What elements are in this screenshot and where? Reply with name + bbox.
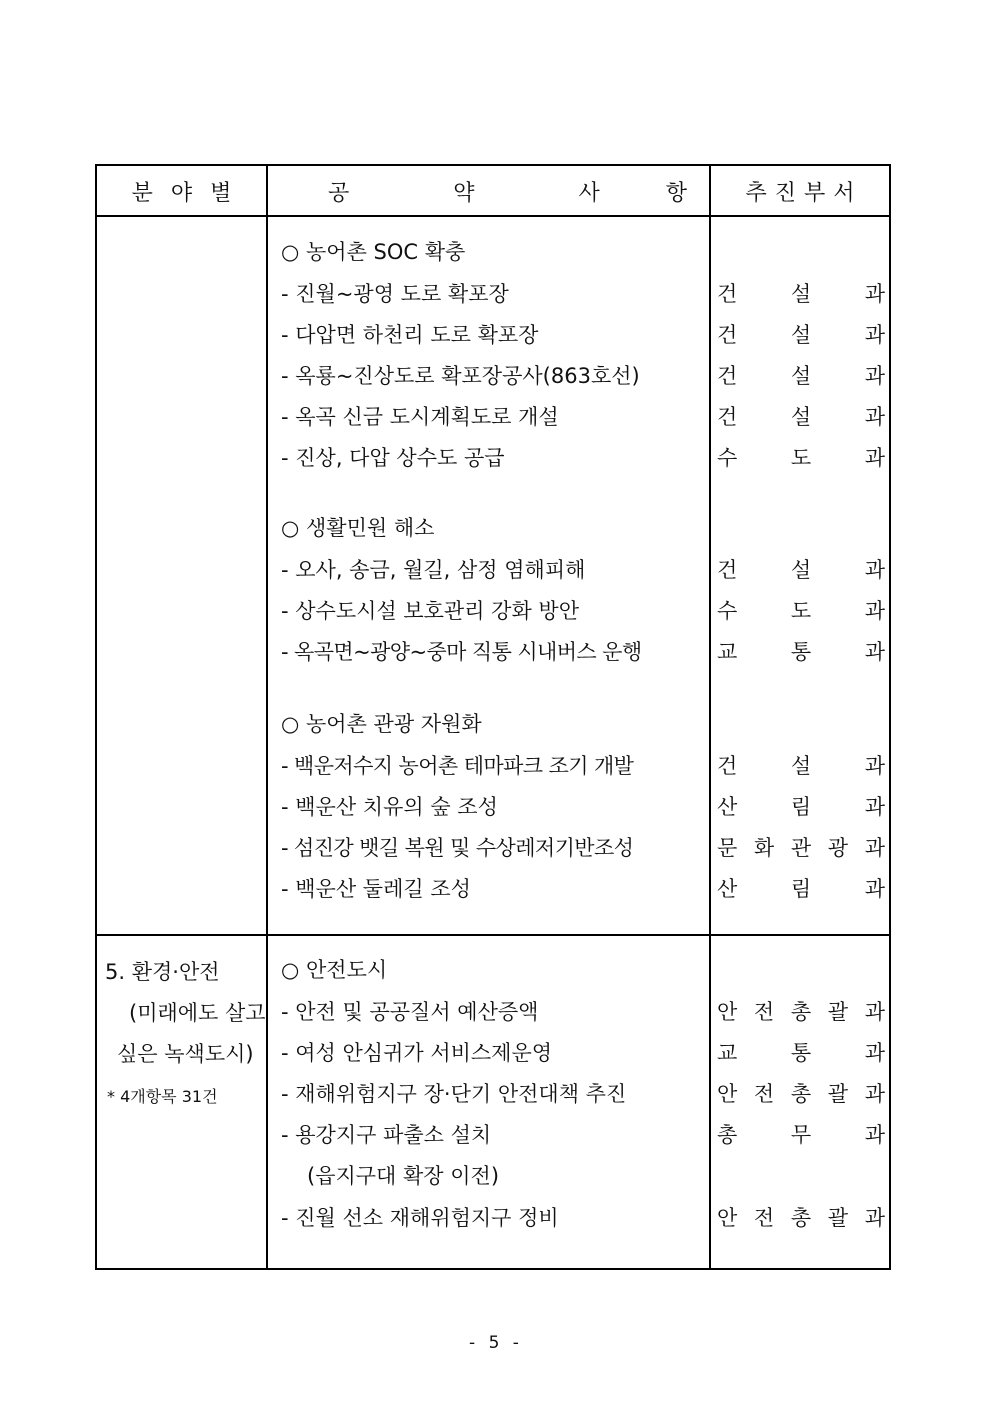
pledge-item: - 백운산 치유의 숲 조성 [281, 794, 498, 819]
dept-char: 설 [790, 281, 812, 306]
pledge-item: - 안전 및 공공질서 예산증액 [281, 999, 539, 1024]
header-pledge [268, 166, 709, 216]
page-number: - 5 - [469, 1333, 523, 1353]
dept-char: 건 [717, 363, 738, 388]
dept-char: 괄 [827, 1081, 849, 1106]
dept-char: 과 [864, 876, 885, 901]
dept-char: 림 [790, 794, 812, 819]
column-divider-1 [266, 164, 268, 1270]
dept-char: 과 [864, 639, 885, 664]
department-cell [717, 313, 885, 354]
category-label: 5. 환경·안전 [105, 960, 220, 984]
dept-char: 통 [790, 1040, 812, 1065]
dept-char: 건 [717, 557, 738, 582]
pledge-item: - 여성 안심귀가 서비스제운영 [281, 1040, 553, 1065]
dept-char: 교 [717, 1040, 738, 1065]
pledge-item: - 백운산 둘레길 조성 [281, 876, 471, 901]
department-cell [717, 630, 885, 671]
dept-char: 괄 [827, 1205, 849, 1230]
header-department-char: 추 [745, 180, 767, 206]
dept-char: 전 [753, 999, 775, 1024]
department-cell [717, 744, 885, 785]
pledge-item: - 다압면 하천리 도로 확포장 [281, 322, 539, 347]
department-cell [717, 548, 885, 589]
pledge-item: - 진월 선소 재해위험지구 정비 [281, 1205, 559, 1230]
department-cell [717, 354, 885, 395]
category-note: * 4개항목 31건 [107, 1087, 218, 1106]
header-category [97, 166, 266, 216]
dept-char: 과 [864, 557, 885, 582]
department-cell [717, 785, 885, 826]
dept-char: 과 [864, 999, 885, 1024]
dept-char: 과 [864, 404, 885, 429]
dept-char: 과 [864, 1081, 885, 1106]
header-department [711, 166, 889, 216]
header-pledge-char: 공 [327, 180, 350, 206]
department-cell [717, 1196, 885, 1237]
dept-char: 안 [717, 1081, 738, 1106]
dept-char: 과 [864, 835, 885, 860]
table-border-right [889, 164, 891, 1270]
dept-char: 총 [790, 1205, 812, 1230]
header-pledge-char: 사 [578, 180, 600, 206]
header-department-char: 진 [774, 180, 796, 206]
dept-char: 괄 [827, 999, 849, 1024]
dept-char: 건 [717, 322, 738, 347]
pledge-item: - 섬진강 뱃길 복원 및 수상레저기반조성 [281, 835, 634, 860]
header-category-char: 야 [170, 180, 193, 206]
header-category-char: 별 [210, 180, 232, 206]
pledge-item: - 재해위험지구 장·단기 안전대책 추진 [281, 1081, 627, 1106]
department-cell [717, 1072, 885, 1113]
dept-char: 수 [717, 598, 738, 623]
dept-char: 과 [864, 753, 885, 778]
dept-char: 안 [717, 999, 738, 1024]
pledge-item: - 옥곡면~광양~중마 직통 시내버스 운행 [281, 639, 642, 664]
dept-char: 과 [864, 1122, 885, 1147]
column-divider-2 [709, 164, 711, 1270]
dept-char: 과 [864, 794, 885, 819]
pledge-item: - 용강지구 파출소 설치 [281, 1122, 492, 1147]
dept-char: 문 [717, 835, 738, 860]
table-border-left [95, 164, 97, 1270]
dept-char: 전 [753, 1081, 775, 1106]
dept-char: 건 [717, 281, 738, 306]
dept-char: 과 [864, 363, 885, 388]
pledge-item: - 진상, 다압 상수도 공급 [281, 445, 505, 470]
category-subtitle-line1: (미래에도 살고 [129, 1001, 266, 1025]
dept-char: 통 [790, 639, 812, 664]
header-category-char: 분 [131, 180, 153, 206]
dept-char: 설 [790, 753, 812, 778]
dept-char: 무 [790, 1122, 812, 1147]
dept-char: 설 [790, 404, 812, 429]
department-cell [717, 589, 885, 630]
pledge-item: - 상수도시설 보호관리 강화 방안 [281, 598, 579, 623]
group-title: ○ 생활민원 해소 [281, 515, 435, 540]
dept-char: 광 [827, 835, 849, 860]
dept-char: 총 [790, 1081, 812, 1106]
dept-char: 설 [790, 363, 812, 388]
dept-char: 관 [790, 835, 812, 860]
dept-char: 수 [717, 445, 738, 470]
category-subtitle-line2: 싶은 녹색도시) [117, 1042, 254, 1066]
dept-char: 과 [864, 445, 885, 470]
group-title: ○ 안전도시 [281, 957, 388, 982]
pledge-item: - 옥룡~진상도로 확포장공사(863호선) [281, 363, 640, 388]
dept-char: 도 [790, 598, 812, 623]
department-cell [717, 1113, 885, 1154]
department-cell [717, 1031, 885, 1072]
dept-char: 산 [717, 794, 738, 819]
dept-char: 과 [864, 598, 885, 623]
department-cell [717, 990, 885, 1031]
dept-char: 도 [790, 445, 812, 470]
dept-char: 과 [864, 1205, 885, 1230]
header-department-char: 서 [833, 180, 855, 206]
department-cell [717, 395, 885, 436]
group-title: ○ 농어촌 관광 자원화 [281, 711, 482, 736]
dept-char: 산 [717, 876, 738, 901]
dept-char: 림 [790, 876, 812, 901]
pledge-item-continuation: (읍지구대 확장 이전) [307, 1163, 500, 1188]
dept-char: 건 [717, 404, 738, 429]
department-cell [717, 436, 885, 477]
dept-char: 과 [864, 1040, 885, 1065]
department-cell [717, 867, 885, 908]
pledge-item: - 백운저수지 농어촌 테마파크 조기 개발 [281, 753, 634, 778]
group-title: ○ 농어촌 SOC 확충 [281, 239, 466, 264]
header-department-char: 부 [804, 180, 826, 206]
header-pledge-char: 약 [453, 180, 475, 206]
department-cell [717, 272, 885, 313]
dept-char: 교 [717, 639, 738, 664]
dept-char: 전 [753, 1205, 775, 1230]
dept-char: 총 [790, 999, 812, 1024]
dept-char: 총 [717, 1122, 738, 1147]
pledge-item: - 진월~광영 도로 확포장 [281, 281, 509, 306]
dept-char: 화 [753, 835, 775, 860]
department-cell [717, 826, 885, 867]
pledge-table [95, 164, 891, 1270]
table-border-bottom [95, 1268, 891, 1270]
pledge-item: - 옥곡 신금 도시계획도로 개설 [281, 404, 559, 429]
dept-char: 설 [790, 557, 812, 582]
dept-char: 설 [790, 322, 812, 347]
dept-char: 과 [864, 322, 885, 347]
dept-char: 건 [717, 753, 738, 778]
section-divider [95, 934, 891, 936]
dept-char: 과 [864, 281, 885, 306]
dept-char: 안 [717, 1205, 738, 1230]
pledge-item: - 오사, 송금, 월길, 삼정 염해피해 [281, 557, 586, 582]
header-pledge-char: 항 [665, 180, 688, 206]
